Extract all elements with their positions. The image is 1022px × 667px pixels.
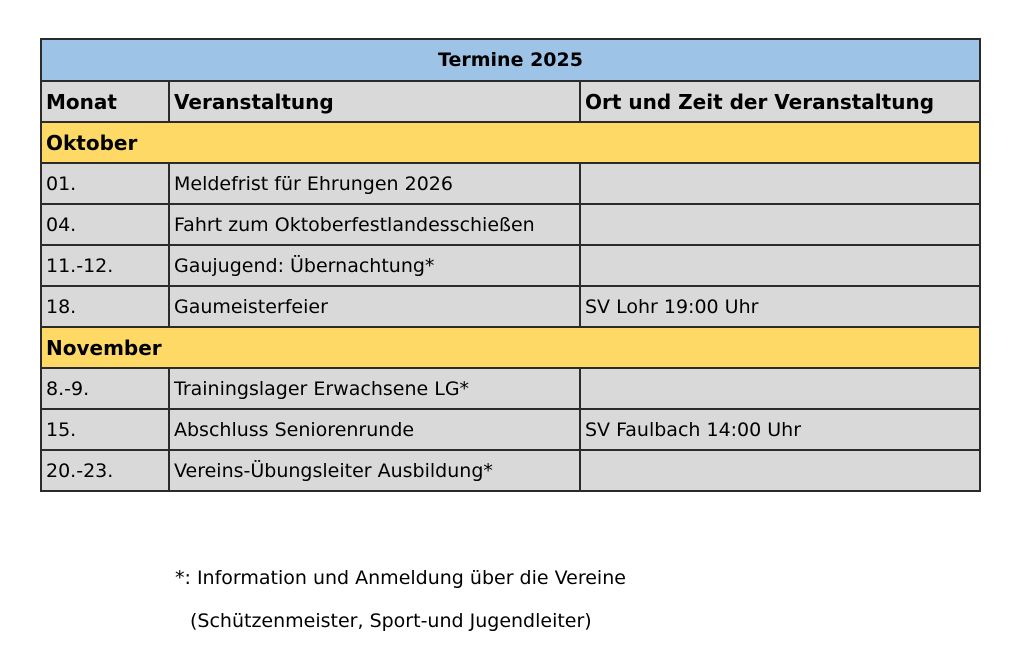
column-header-event: Veranstaltung	[169, 81, 580, 122]
place-time-cell	[580, 245, 980, 286]
column-header-month: Monat	[41, 81, 169, 122]
place-time-cell: SV Lohr 19:00 Uhr	[580, 286, 980, 327]
table-row	[41, 245, 980, 286]
schedule-table	[40, 38, 981, 492]
table-row	[41, 409, 980, 450]
event-cell: Gaujugend: Übernachtung*	[169, 245, 580, 286]
table-row	[41, 450, 980, 491]
place-time-cell	[580, 163, 980, 204]
table-title: Termine 2025	[41, 39, 980, 81]
event-cell: Fahrt zum Oktoberfestlandesschießen	[169, 204, 580, 245]
place-time-cell	[580, 368, 980, 409]
table-row	[41, 163, 980, 204]
event-cell: Meldefrist für Ehrungen 2026	[169, 163, 580, 204]
table-row	[41, 286, 980, 327]
date-cell: 18.	[41, 286, 169, 327]
place-time-cell	[580, 204, 980, 245]
table-title-row	[41, 39, 980, 81]
table-row	[41, 204, 980, 245]
event-cell: Gaumeisterfeier	[169, 286, 580, 327]
date-cell: 04.	[41, 204, 169, 245]
date-cell: 15.	[41, 409, 169, 450]
month-label: Oktober	[41, 122, 980, 163]
date-cell: 8.-9.	[41, 368, 169, 409]
event-cell: Vereins-Übungsleiter Ausbildung*	[169, 450, 580, 491]
table-header-row	[41, 81, 980, 122]
event-cell: Abschluss Seniorenrunde	[169, 409, 580, 450]
place-time-cell: SV Faulbach 14:00 Uhr	[580, 409, 980, 450]
date-cell: 20.-23.	[41, 450, 169, 491]
month-row-november	[41, 327, 980, 368]
month-row-october	[41, 122, 980, 163]
date-cell: 11.-12.	[41, 245, 169, 286]
footnote-line-1: *: Information und Anmeldung über die Vereine	[175, 567, 626, 589]
event-cell: Trainingslager Erwachsene LG*	[169, 368, 580, 409]
month-label: November	[41, 327, 980, 368]
column-header-place-time: Ort und Zeit der Veranstaltung	[580, 81, 980, 122]
footnote-line-2: (Schützenmeister, Sport-und Jugendleiter)	[190, 610, 592, 632]
table-row	[41, 368, 980, 409]
place-time-cell	[580, 450, 980, 491]
date-cell: 01.	[41, 163, 169, 204]
